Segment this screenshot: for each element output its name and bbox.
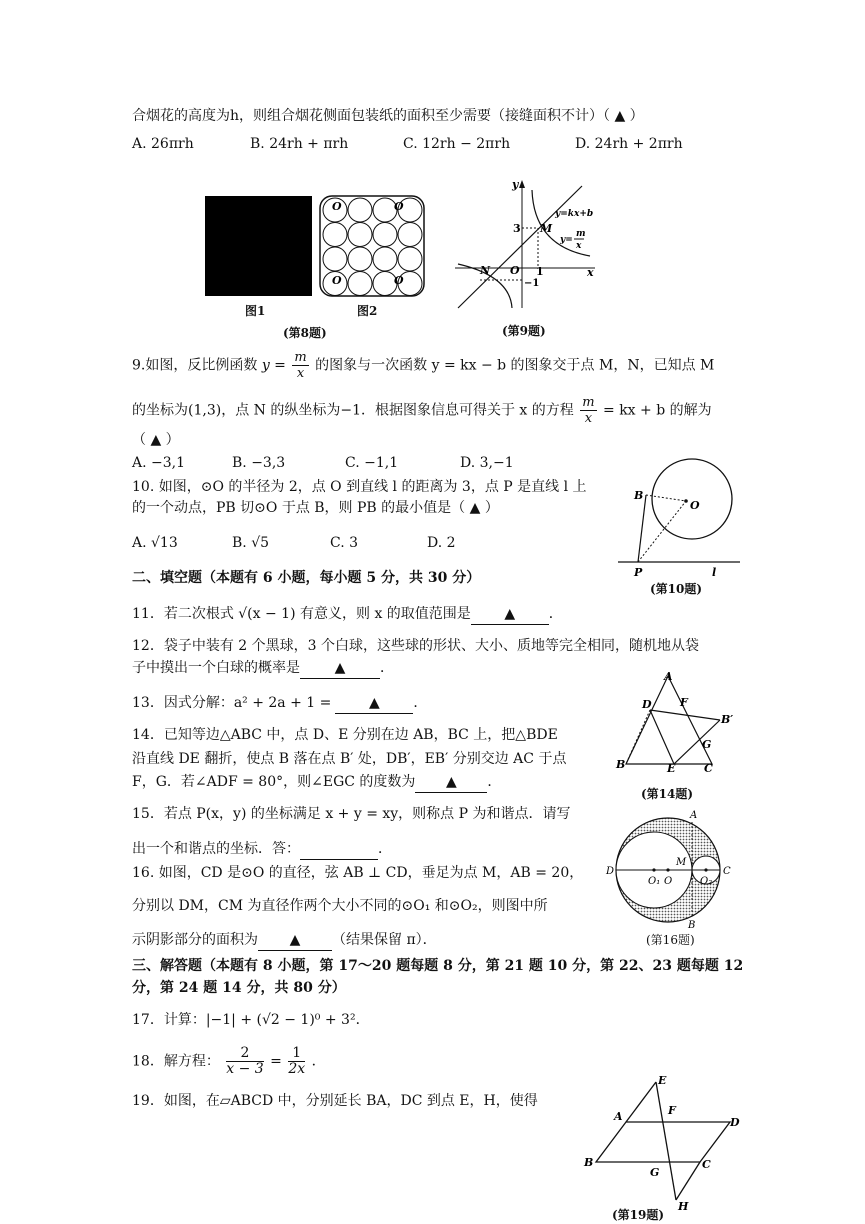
q9-line-3: （ ▲ ）	[132, 432, 180, 448]
q19-F-label: F	[668, 1104, 676, 1117]
q9-curve-label-x: x	[576, 241, 582, 251]
q13-end: ．	[413, 695, 428, 711]
q16-O-label: O	[664, 876, 673, 887]
q8-fig1-caption: 图1	[245, 304, 266, 318]
q8-fig2-caption: 图2	[357, 304, 378, 318]
q16-blank: ▲	[258, 930, 332, 951]
q14-line-3-text: F，G．若∠ADF = 80°，则∠EGC 的度数为	[132, 774, 416, 790]
q9-N-label: N	[480, 264, 491, 277]
q19-A-label: A	[614, 1110, 623, 1123]
q16-D-label: D	[606, 866, 615, 877]
q8-option-a: A. 26πrh	[132, 136, 194, 152]
q12-end: ．	[380, 660, 394, 676]
q12-line-2-text: 子中摸出一个白球的概率是	[132, 660, 300, 676]
q9-graph	[450, 176, 600, 314]
q16-line-1: 16. 如图，CD 是⊙O 的直径，弦 AB ⊥ CD，垂足为点 M，AB = 20，	[132, 865, 584, 881]
q13-text: 13．因式分解：a² + 2a + 1 =	[132, 695, 332, 711]
q11-end: ．	[548, 606, 563, 622]
firework-circle	[348, 247, 372, 271]
q9-line-1	[132, 350, 714, 381]
q16-line-3	[132, 930, 437, 951]
q8-figure-2-circles	[316, 194, 428, 300]
q9-neg1-label: −1	[524, 278, 540, 289]
q14-G-label: G	[702, 738, 712, 751]
q16-A-label: A	[690, 810, 698, 821]
svg-text:O: O	[332, 200, 342, 213]
firework-circle	[348, 223, 372, 247]
svg-text:O: O	[394, 274, 404, 287]
q9-caption: (第9题)	[502, 324, 546, 338]
q16-M-label: M	[676, 857, 687, 868]
q9-line-2	[132, 395, 712, 426]
q9-option-c: C. −1,1	[345, 455, 399, 471]
q13-blank: ▲	[335, 693, 413, 714]
q14-A-label: A	[664, 670, 673, 683]
q14-E-label: E	[667, 762, 676, 775]
q8-continuation: 合烟花的高度为h，则组合烟花侧面包装纸的面积至少需要（接缝面积不计）（ ▲ ）	[132, 108, 644, 124]
q9-option-a: A. −3,1	[132, 455, 186, 471]
q14-figure	[612, 668, 742, 780]
q15-line-2	[132, 839, 392, 860]
q10-line-1: 10. 如图，⊙O 的半径为 2，点 O 到直线 l 的距离为 3，点 P 是直线 l 上	[132, 479, 587, 495]
firework-circle	[398, 223, 422, 247]
q19-E-label: E	[658, 1074, 667, 1087]
q9-frac-2: $\frac{m}{x}$	[582, 395, 595, 426]
firework-circle	[373, 223, 397, 247]
q8-figure-1-black-square	[205, 196, 312, 296]
q9-M-label: M	[540, 222, 553, 235]
q11-blank: ▲	[471, 604, 549, 625]
q16-C-label: C	[723, 866, 731, 877]
q10-l-label: l	[712, 566, 717, 579]
q19-caption: (第19题)	[612, 1208, 665, 1222]
q12-blank: ▲	[300, 658, 380, 679]
q18-frac-right: $\frac{1}{2x}$	[288, 1045, 306, 1077]
q14-blank: ▲	[415, 772, 487, 793]
q14-line-3	[132, 772, 501, 793]
q9-one-label: 1	[536, 265, 544, 278]
q14-end: ．	[487, 774, 502, 790]
q9-line-1b: 的图象与一次函数 y = kx − b 的图象交于点 M，N，已知点 M	[315, 357, 715, 374]
q18-label: 18．解方程：	[132, 1053, 220, 1070]
q11-text: 11．若二次根式 √(x − 1) 有意义，则 x 的取值范围是	[132, 606, 471, 622]
q18	[132, 1046, 326, 1077]
q8-option-d: D. 24rh + 2πrh	[575, 136, 683, 152]
q9-option-b: B. −3,3	[232, 455, 286, 471]
q14-F-label: F	[680, 696, 688, 709]
q16-figure	[604, 808, 744, 934]
firework-circle	[398, 247, 422, 271]
q16-caption: (第16题)	[646, 933, 695, 947]
q10-P-label: P	[634, 566, 643, 579]
q14-C-label: C	[704, 762, 713, 775]
q10-figure	[614, 455, 744, 581]
q10-line-2: 的一个动点，PB 切⊙O 于点 B，则 PB 的最小值是（ ▲ ）	[132, 500, 499, 516]
section-3-heading-1: 三、解答题（本题有 8 小题，第 17～20 题每题 8 分，第 21 题 10 分，第 22、23 题每题 12	[132, 958, 744, 974]
q14-line-1: 14．已知等边△ABC 中，点 D、E 分别在边 AB，BC 上，把△BDE	[132, 727, 558, 743]
q9-line-1a: 9.如图，反比例函数	[132, 357, 258, 374]
firework-circle	[348, 272, 372, 296]
q12-line-1: 12．袋子中装有 2 个黑球，3 个白球，这些球的形状、大小、质地等完全相同，随机地从袋	[132, 638, 699, 654]
q9-line-2a: 的坐标为(1,3)，点 N 的纵坐标为−1．根据图象信息可得关于 x 的方程	[132, 402, 574, 419]
q11	[132, 604, 563, 625]
q9-x-label: x	[587, 266, 594, 279]
q10-caption: (第10题)	[650, 582, 703, 596]
q14-line-2: 沿直线 DE 翻折，使点 B 落在点 B′ 处，DB′，EB′ 分别交边 AC 于点	[132, 751, 567, 767]
q19-G-label: G	[650, 1166, 660, 1179]
q10-B-label: B	[634, 489, 644, 502]
svg-text:O: O	[332, 274, 342, 287]
q18-eq: =	[270, 1053, 282, 1070]
q9-y-label: y	[512, 178, 519, 191]
q19-figure	[580, 1070, 742, 1216]
q19-text: 19．如图，在▱ABCD 中，分别延长 BA，DC 到点 E，H，使得	[132, 1093, 538, 1109]
q10-option-b: B. √5	[232, 535, 270, 551]
q9-O-label: O	[510, 264, 520, 277]
q9-curve-label-y: y=	[560, 235, 573, 245]
q9-line-label: y=kx+b	[555, 209, 594, 219]
q10-O-label: O	[690, 499, 700, 512]
q19-D-label: D	[730, 1116, 740, 1129]
q15-line-2-text: 出一个和谐点的坐标．答：	[132, 841, 300, 857]
q14-B-label: B	[616, 758, 626, 771]
q16-line-2: 分别以 DM，CM 为直径作两个大小不同的⊙O₁ 和⊙O₂，则图中所	[132, 898, 548, 914]
q9-line-2b: = kx + b 的解为	[603, 402, 712, 419]
q16-O1-label: O₁	[648, 876, 661, 887]
q16-line-3-text: 示阴影部分的面积为	[132, 932, 258, 948]
q14-B1-label: B′	[721, 713, 734, 726]
q18-frac-left: $\frac{2}{x - 3}$	[226, 1045, 264, 1077]
q18-end: ．	[311, 1053, 326, 1070]
section-3-heading-2: 分，第 24 题 14 分，共 80 分）	[132, 980, 346, 996]
q15-blank	[300, 839, 378, 860]
svg-text:O: O	[394, 200, 404, 213]
q13	[132, 693, 427, 714]
q16-B-label: B	[688, 920, 696, 931]
q16-O2-label: O₂	[700, 876, 713, 887]
q17: 17．计算：|−1| + (√2 − 1)⁰ + 3²．	[132, 1012, 370, 1028]
firework-circle	[323, 223, 347, 247]
q19-C-label: C	[702, 1158, 711, 1171]
q15-line-1: 15．若点 P(x，y) 的坐标满足 x + y = xy，则称点 P 为和谐点．请写	[132, 806, 571, 822]
q8-caption: (第8题)	[283, 326, 327, 340]
q16-end: （结果保留 π）．	[332, 932, 437, 948]
firework-circle	[348, 198, 372, 222]
q9-frac-1: $\frac{m}{x}$	[294, 350, 307, 381]
q14-D-label: D	[642, 698, 652, 711]
q9-three-label: 3	[513, 222, 521, 235]
q8-option-c: C. 12rh − 2πrh	[403, 136, 511, 152]
q10-option-d: D. 2	[427, 535, 456, 551]
q9-curve-label-m: m	[576, 229, 586, 239]
q19-B-label: B	[584, 1156, 594, 1169]
firework-circle	[323, 247, 347, 271]
q10-option-c: C. 3	[330, 535, 359, 551]
firework-circle	[373, 247, 397, 271]
q8-option-b: B. 24rh + πrh	[250, 136, 349, 152]
q19-H-label: H	[678, 1200, 689, 1213]
section-2-heading: 二、填空题（本题有 6 小题，每小题 5 分，共 30 分）	[132, 570, 481, 586]
q15-end: ．	[378, 841, 392, 857]
q9-y-eq: y =	[261, 357, 286, 374]
q10-option-a: A. √13	[132, 535, 178, 551]
q9-option-d: D. 3,−1	[460, 455, 514, 471]
q14-caption: (第14题)	[641, 787, 694, 801]
q12-line-2	[132, 658, 394, 679]
